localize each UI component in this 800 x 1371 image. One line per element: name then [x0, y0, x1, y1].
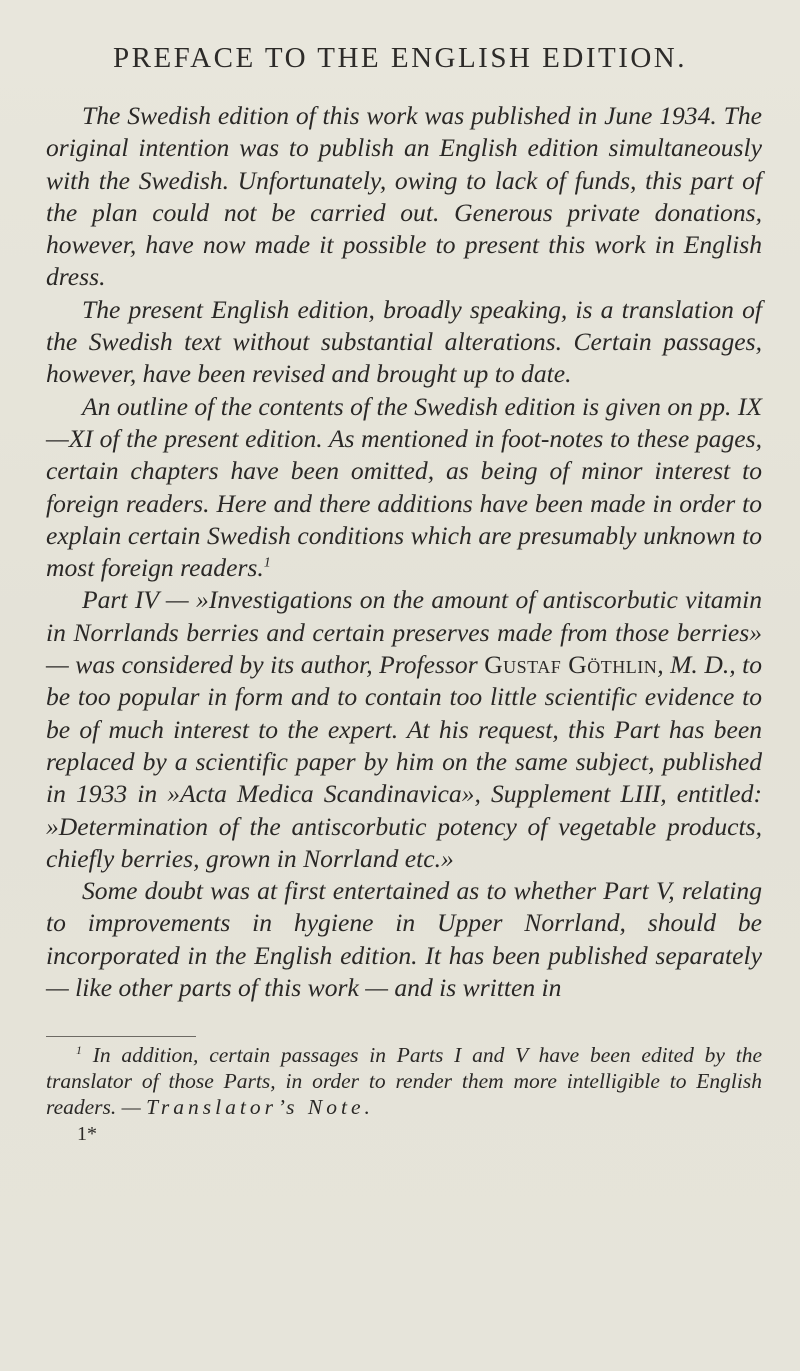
page-title: PREFACE TO THE ENGLISH EDITION. [113, 42, 687, 74]
footnote [46, 1042, 762, 1120]
signature-mark: 1* [77, 1123, 97, 1145]
paragraph-3-text: An outline of the contents of the Swedish edition is given on pp. IX—XI of the present edition. As mentioned in foot-notes to these pages, certain chapters have been omitted, as being of minor interest to foreign readers. Here and there additions have been made in order to explain certain Swedish conditions which are presumably unknown to most foreign readers. [46, 391, 762, 583]
paragraph-4-end: , M. D., to be too popular in form and to contain too little scientific evidence to be of much interest to the expert. At his request, this Part has been replaced by a scientific paper by him on the same subject, published in 1933 in »Acta Medica Scandinavica», Supplement LIII, entitled: »Determination of the antiscorbutic potency of vegetable products, chiefly berries, grown in Norrland etc.» [46, 650, 763, 873]
body-text [46, 100, 762, 1004]
footnote-reference: 1 [263, 554, 271, 571]
paragraph-1: The Swedish edition of this work was published in June 1934. The original intention was to publish an English edition simultaneously with the Swedish. Unfortunately, owing to lack of funds, this part of the plan could not be carried out. Generous private donations, however, have now made it possible to present this work in English dress. [46, 101, 762, 292]
translator-note: Translator’s Note. [146, 1095, 374, 1119]
paragraph-3 [46, 391, 762, 585]
paragraph-4-start: Part IV — »Investigations on the amount of antiscorbutic vitamin in Norrlands berries and certain preserves made from those berries» — was considered by its author, Professor [46, 585, 762, 680]
footnote-text: In addition, certain passages in Parts I and V have been edited by the translator of those Parts, in order to render them more intelligible to English readers. — [46, 1043, 762, 1119]
paragraph-4 [46, 584, 762, 875]
footnote-divider [46, 1036, 196, 1037]
author-name: Gustaf Göthlin [484, 650, 658, 680]
paragraph-5: Some doubt was at first entertained as to whether Part V, relating to improvements in hygiene in Upper Norrland, should be incorporated in the English edition. It has been published separately — like other parts of this work — and is written in [46, 876, 762, 1003]
footnote-mark: 1 [76, 1042, 82, 1057]
paragraph-2: The present English edition, broadly speaking, is a translation of the Swedish text without substantial alterations. Certain passages, however, have been revised and brought up to date. [46, 294, 762, 389]
